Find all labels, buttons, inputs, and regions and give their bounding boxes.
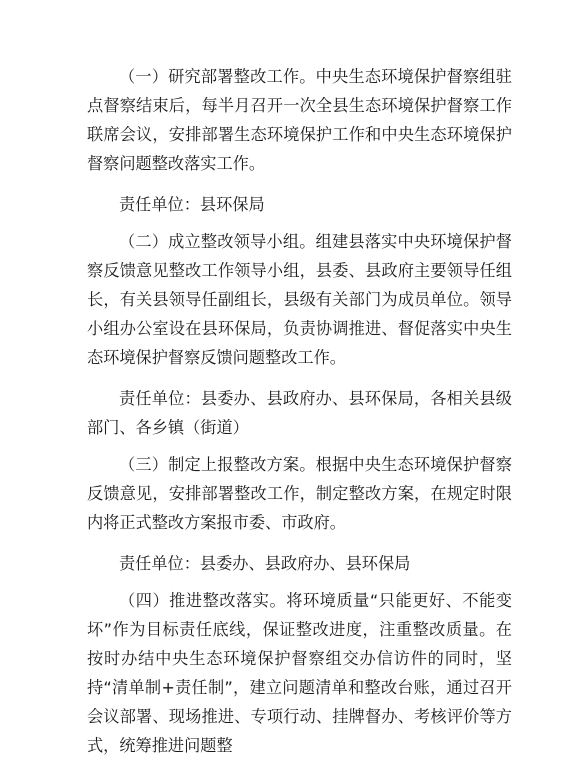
- paragraph-rectification-implementation: （四）推进整改落实。将环境质量“只能更好、不能变坏”作为目标责任底线，保证整改进度，注重整改质量。在按时办结中央生态环境保护督察组交办信访件的同时，坚持“清单制+责任制”，建立问题清单和整改台账，通过召开会议部署、现场推进、专项行动、挂牌督办、考核评价等方式，统筹推进问题整: [87, 591, 512, 755]
- paragraph-rectification-plan: （三）制定上报整改方案。根据中央生态环境保护督察反馈意见，安排部署整改工作，制定整改方案，在规定时限内将正式整改方案报市委、市政府。: [87, 455, 512, 532]
- paragraph-research-deployment: （一）研究部署整改工作。中央生态环境保护督察组驻点督察结束后，每半月召开一次全县生态环境保护督察工作联席会议，安排部署生态环境保护工作和中央生态环境保护督察问题整改落实工作。: [87, 67, 512, 173]
- responsibility-unit-2: 责任单位：县委办、县政府办、县环保局，各相关县级部门、各乡镇（街道）: [87, 389, 512, 437]
- document-body: [87, 62, 512, 760]
- responsibility-unit-3: 责任单位：县委办、县政府办、县环保局: [119, 554, 411, 573]
- paragraph-leading-group: （二）成立整改领导小组。组建县落实中央环境保护督察反馈意见整改工作领导小组，县委、县政府主要领导任组长，有关县领导任副组长，县级有关部门为成员单位。领导小组办公室设在县环保局，负责协调推进、督促落实中央生态环境保护督察反馈问题整改工作。: [87, 232, 512, 367]
- responsibility-unit-1: 责任单位：县环保局: [119, 195, 265, 214]
